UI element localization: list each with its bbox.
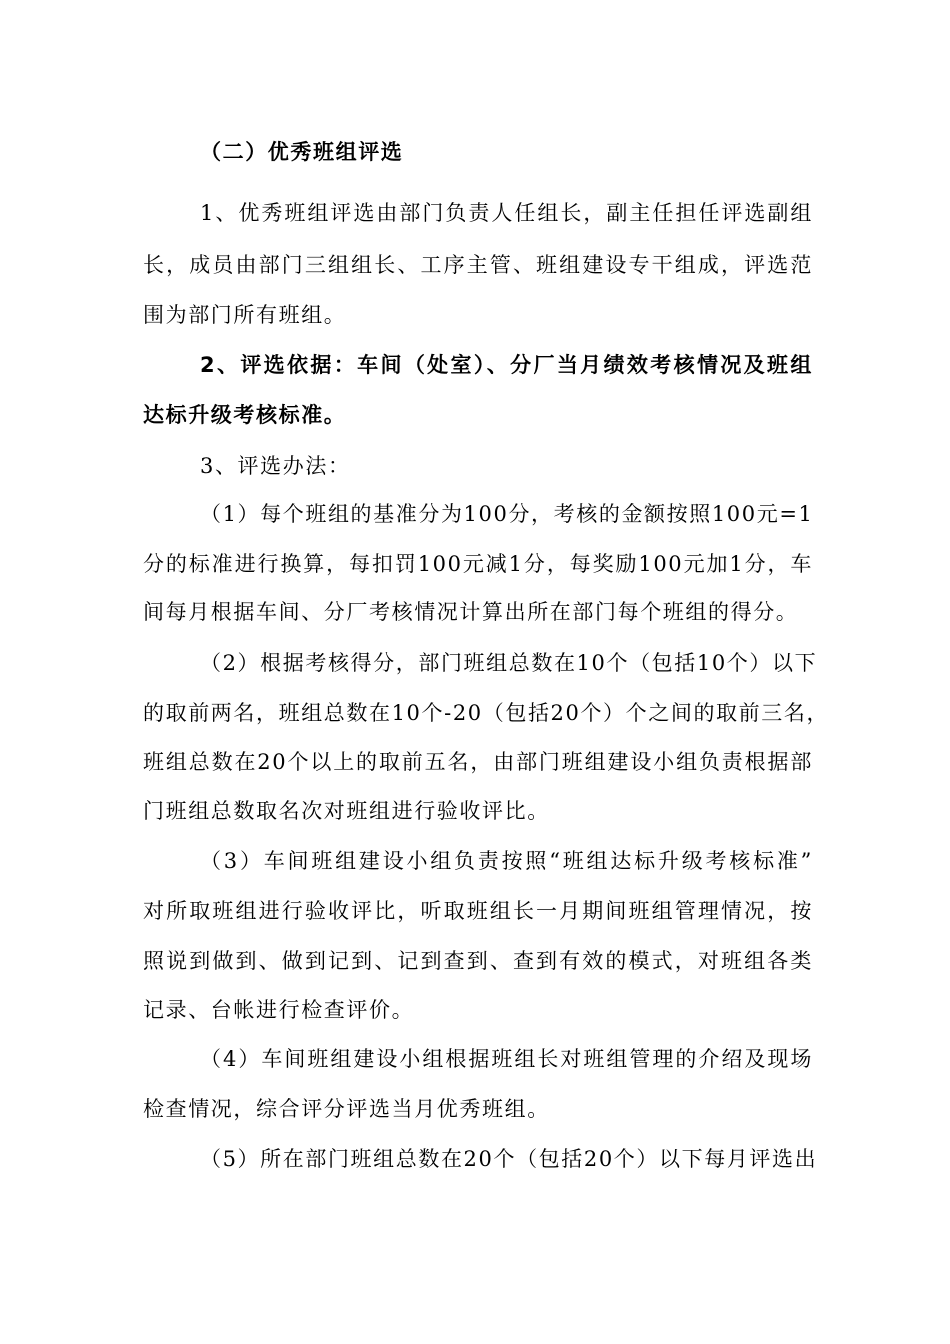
- paragraph-3-heading: 3、评选办法：: [200, 454, 351, 478]
- paragraph-1-line-1: 1、优秀班组评选由部门负责人任组长，副主任担任评选副组: [200, 201, 813, 225]
- item-3-line-4: 记录、台帐进行检查评价。: [143, 998, 415, 1022]
- paragraph-1-line-3: 围为部门所有班组。: [143, 303, 347, 327]
- item-2-line-2: 的取前两名，班组总数在10个-20（包括20个）个之间的取前三名，: [143, 701, 830, 725]
- item-1-line-3: 间每月根据车间、分厂考核情况计算出所在部门每个班组的得分。: [143, 600, 799, 624]
- item-4-line-2: 检查情况，综合评分评选当月优秀班组。: [143, 1097, 550, 1121]
- item-3-line-1: （3）车间班组建设小组负责按照“班组达标升级考核标准”: [200, 849, 813, 873]
- item-2-line-3: 班组总数在20个以上的取前五名，由部门班组建设小组负责根据部: [143, 750, 813, 774]
- item-5-line-1: （5）所在部门班组总数在20个（包括20个）以下每月评选出: [200, 1147, 818, 1171]
- item-1-line-2: 分的标准进行换算，每扣罚100元减1分，每奖励100元加1分，车: [143, 552, 813, 576]
- item-2-line-1: （2）根据考核得分，部门班组总数在10个（包括10个）以下: [200, 651, 818, 675]
- section-heading: （二）优秀班组评选: [200, 140, 404, 164]
- item-1-line-1: （1）每个班组的基准分为100分，考核的金额按照100元=1: [200, 502, 814, 526]
- item-4-line-1: （4）车间班组建设小组根据班组长对班组管理的介绍及现场: [200, 1047, 813, 1071]
- paragraph-1-line-2: 长，成员由部门三组组长、工序主管、班组建设专干组成，评选范: [143, 253, 813, 277]
- item-3-line-2: 对所取班组进行验收评比，听取班组长一月期间班组管理情况，按: [143, 899, 813, 923]
- item-3-line-3: 照说到做到、做到记到、记到查到、查到有效的模式，对班组各类: [143, 949, 813, 973]
- paragraph-2-line-2: 达标升级考核标准。: [143, 403, 347, 427]
- paragraph-2-line-1: 2、评选依据：车间（处室）、分厂当月绩效考核情况及班组: [200, 353, 813, 377]
- item-2-line-4: 门班组总数取名次对班组进行验收评比。: [143, 799, 550, 823]
